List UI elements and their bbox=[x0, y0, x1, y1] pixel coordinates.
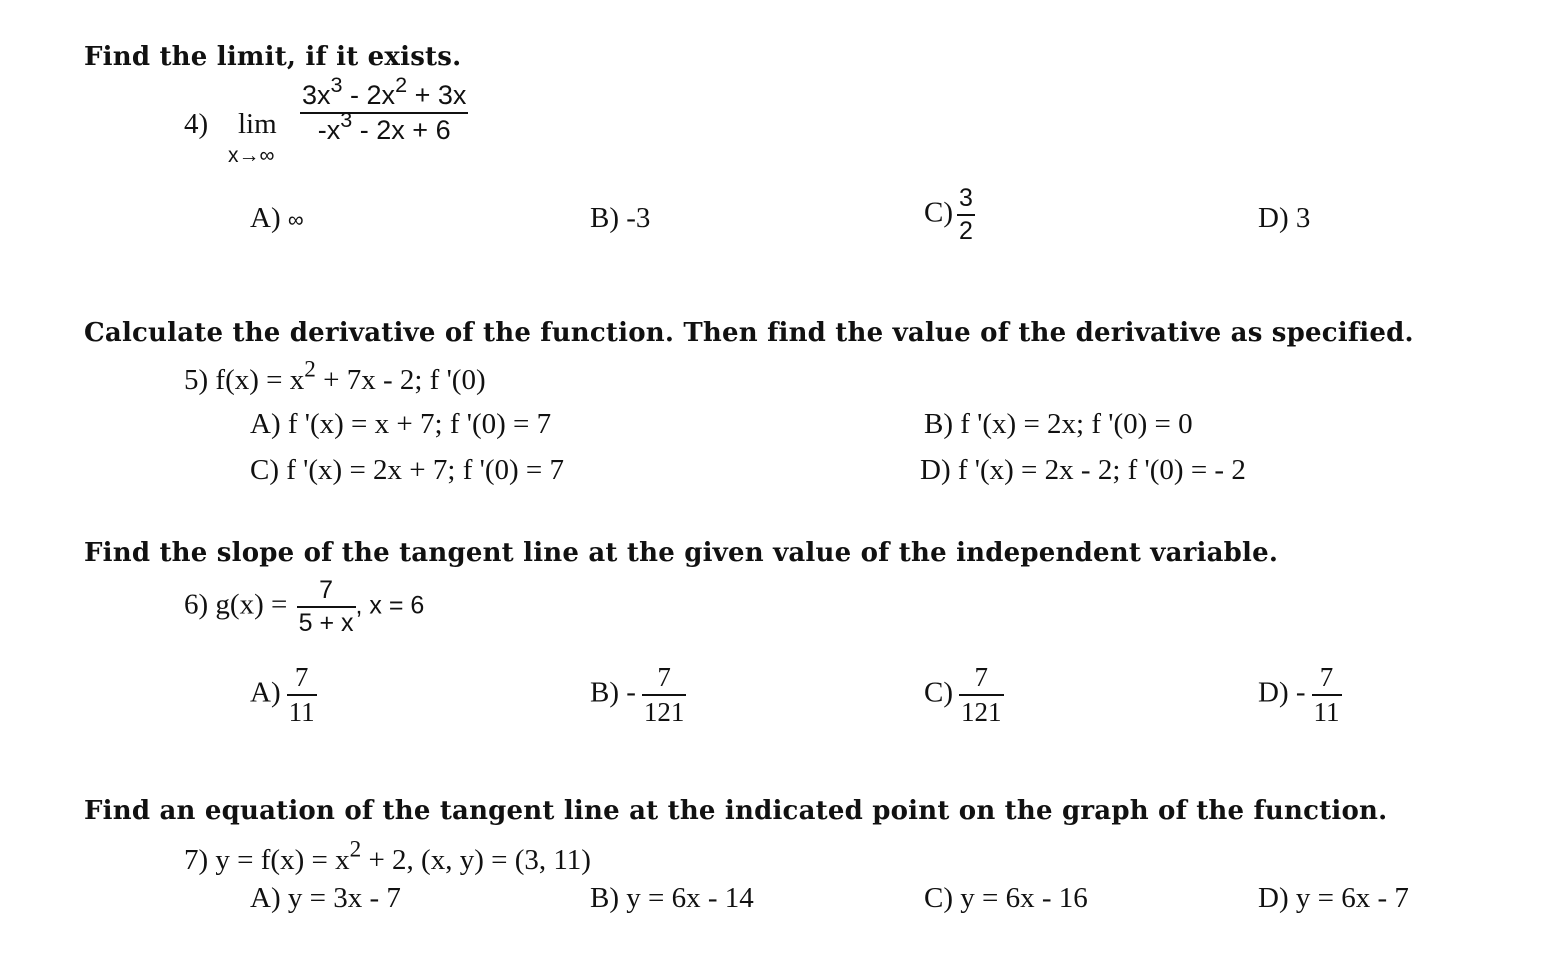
limit-numerator: $3x^3 - 2x^2 + 3x$ bbox=[302, 72, 467, 110]
choice-4a[interactable]: A) ∞ bbox=[250, 202, 304, 234]
instruction-tangent-equation: Find an equation of the tangent line at the indicated point on the graph of the function. bbox=[84, 796, 1388, 826]
question-6: 6) g(x) = $\frac{7}{5 + x}$ , x = 6 bbox=[184, 576, 425, 637]
choice-5c[interactable]: C) f '(x) = 2x + 7; f '(0) = 7 bbox=[250, 454, 565, 486]
question-number-4: 4) bbox=[184, 108, 209, 140]
choice-6d[interactable]: D) - $\frac{7}{11}$ bbox=[1258, 662, 1340, 727]
choice-4c[interactable]: C) $\frac{3}{2}$ bbox=[924, 184, 973, 245]
instruction-limit: Find the limit, if it exists. bbox=[84, 42, 462, 72]
choice-5a[interactable]: A) f '(x) = x + 7; f '(0) = 7 bbox=[250, 408, 552, 440]
choice-5d[interactable]: D) f '(x) = 2x - 2; f '(0) = - 2 bbox=[920, 454, 1246, 486]
choice-7d[interactable]: D) y = 6x - 7 bbox=[1258, 882, 1409, 914]
choice-7c[interactable]: C) y = 6x - 16 bbox=[924, 882, 1088, 914]
question-7: 7) $y = f(x) = x^2 + 2$, (x, y) = (3, 11) bbox=[184, 836, 591, 876]
lim-subscript: x→∞ bbox=[228, 144, 275, 167]
choice-6a[interactable]: A) $\frac{7}{11}$ bbox=[250, 662, 315, 727]
choice-6c[interactable]: C) $\frac{7}{121}$ bbox=[924, 662, 1002, 727]
instruction-slope: Find the slope of the tangent line at the given value of the independent variable. bbox=[84, 538, 1279, 568]
choice-6b[interactable]: B) - $\frac{7}{121}$ bbox=[590, 662, 685, 727]
choice-7b[interactable]: B) y = 6x - 14 bbox=[590, 882, 754, 914]
choice-5b[interactable]: B) f '(x) = 2x; f '(0) = 0 bbox=[924, 408, 1193, 440]
limit-denominator: $-x^3 - 2x + 6$ bbox=[317, 106, 451, 145]
choice-4d[interactable]: D) 3 bbox=[1258, 202, 1311, 234]
choice-4b[interactable]: B) -3 bbox=[590, 202, 651, 234]
instruction-derivative: Calculate the derivative of the function. Then find the value of the derivative as specified. bbox=[84, 318, 1414, 348]
limit-fraction bbox=[300, 72, 468, 145]
lim-word: lim bbox=[238, 108, 277, 140]
question-5: 5) $f(x) = x^2 + 7x - 2$; f '(0) bbox=[184, 356, 486, 396]
choice-7a[interactable]: A) y = 3x - 7 bbox=[250, 882, 401, 914]
